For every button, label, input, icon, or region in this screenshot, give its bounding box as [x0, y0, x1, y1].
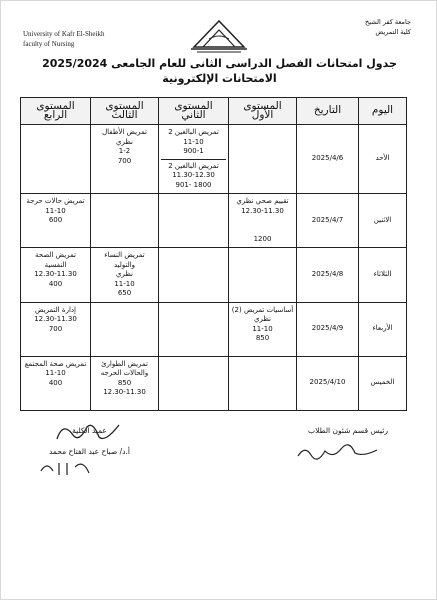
dean-title: عميد الكلية	[72, 426, 107, 435]
exam-entry	[93, 358, 156, 400]
exam-cell-level2	[159, 125, 229, 194]
exam-schedule-table	[20, 97, 407, 411]
exam-entry-line: نظري	[115, 270, 134, 278]
date-cell: 2025/4/8	[297, 248, 359, 303]
header-ar-line: جامعة كفر الشيخ	[365, 18, 411, 26]
exam-entry-line: 11-10	[183, 137, 204, 146]
exam-cell-content	[93, 126, 156, 192]
exam-entry-line: تمريض البالغين 2	[168, 161, 219, 170]
exam-entry-line: 11-10	[45, 369, 66, 377]
exam-entry	[93, 249, 156, 301]
exam-entry-line: 1800 -901	[175, 180, 212, 189]
table-row	[21, 194, 407, 248]
exam-entry-line: تمريض الصحة النفسية	[34, 251, 77, 269]
handwritten-signature-icon	[293, 441, 383, 463]
exam-cell-level2	[159, 194, 229, 248]
exam-cell-content	[231, 358, 294, 409]
document-subtitle: الامتحانات الإلكترونية	[162, 72, 277, 85]
header-level-3: المستوى الثالث	[91, 98, 159, 125]
exam-cell-level4	[21, 125, 91, 194]
exam-entry-line: والحالات الحرجه	[100, 369, 149, 377]
university-header-arabic	[365, 17, 411, 37]
exam-entry-line: 1-2	[118, 147, 131, 155]
exam-entry-line: 12.30-11.30	[103, 388, 146, 396]
exam-cell-content	[231, 304, 294, 355]
exam-entry-line: نظري	[253, 315, 272, 323]
exam-cell-level4	[21, 248, 91, 303]
exam-entry	[161, 159, 226, 193]
exam-cell-content	[93, 249, 156, 301]
table-row	[21, 302, 407, 356]
exam-entry	[23, 304, 88, 337]
exam-cell-content	[161, 304, 226, 355]
day-cell: الاثنين	[359, 194, 407, 248]
exam-entry-line: 12.30-11.30	[34, 270, 77, 278]
exam-entry	[23, 249, 88, 291]
exam-entry	[231, 195, 294, 218]
exam-entry-line: تمريض النساء والتوليد	[104, 251, 145, 269]
exam-cell-level2	[159, 302, 229, 356]
exam-cell-content	[161, 358, 226, 409]
exam-cell-content	[93, 304, 156, 355]
exam-cell-level3	[91, 125, 159, 194]
exam-entry-line: تمريض الأطفال	[102, 128, 147, 136]
exam-cell-content	[93, 358, 156, 409]
exam-entry-line: تمريض حالات حرجة	[26, 197, 85, 205]
header-en-line: University of Kafr El-Sheikh	[23, 30, 105, 38]
header-ar-line: كلية التمريض	[375, 28, 411, 36]
handwritten-date-icon	[37, 457, 97, 479]
exam-entry-line: 850	[255, 334, 270, 342]
exam-entry-line: 400	[48, 378, 63, 387]
dean-name: أ.د/ صباح عبد الفتاح محمد	[49, 447, 130, 456]
date-cell: 2025/4/7	[297, 194, 359, 248]
header-level-1: المستوى الأول	[229, 98, 297, 125]
day-cell: الأربعاء	[359, 302, 407, 356]
exam-entry-line: 700	[117, 156, 132, 165]
exam-entry-line: 650	[117, 289, 132, 297]
exam-cell-content	[231, 249, 294, 301]
exam-cell-content	[161, 249, 226, 301]
exam-cell-level4	[21, 194, 91, 248]
exam-entry-line: 700	[48, 324, 63, 333]
exam-entry-line: 11-10	[252, 324, 273, 333]
header-en-line: faculty of Nursing	[23, 40, 75, 48]
exam-entry-line: 11.30-12.30	[172, 171, 215, 179]
exam-cell-level1	[229, 248, 297, 303]
exam-entry-line: نظري	[115, 137, 134, 146]
day-cell: الخميس	[359, 356, 407, 410]
exam-cell-level1	[229, 125, 297, 194]
header-day: اليوم	[359, 98, 407, 125]
exam-entry	[231, 304, 294, 346]
exam-entry-line: 11-10	[45, 206, 66, 215]
date-cell: 2025/4/10	[297, 356, 359, 410]
exam-cell-content	[23, 358, 88, 409]
exam-entry-line: إدارة التمريض	[35, 305, 76, 314]
table-row	[21, 125, 407, 194]
exam-entry	[93, 126, 156, 168]
day-cell: الأحد	[359, 125, 407, 194]
exam-entry-line: 12.30-11.30	[241, 206, 284, 215]
exam-cell-level1	[229, 356, 297, 410]
day-cell: الثلاثاء	[359, 248, 407, 303]
exam-cell-level3	[91, 194, 159, 248]
exam-entry	[161, 126, 226, 159]
exam-entry-line: 12.30-11.30	[34, 315, 77, 323]
exam-cell-content	[23, 249, 88, 301]
exam-entry-line: 850	[117, 378, 132, 387]
exam-cell-content	[161, 195, 226, 246]
exam-entry-line: 600	[48, 216, 63, 224]
university-logo-icon	[189, 15, 249, 55]
exam-cell-level3	[91, 356, 159, 410]
exam-cell-content	[231, 195, 294, 246]
exam-entry-line: تمريض الطوارئ	[101, 359, 148, 368]
exam-cell-content	[231, 126, 294, 192]
table-row	[21, 248, 407, 303]
exam-entry-count: 1200	[253, 234, 272, 243]
university-header-english	[23, 29, 104, 49]
student-affairs-signature-block	[308, 426, 388, 435]
exam-cell-level1	[229, 194, 297, 248]
exam-entry	[23, 358, 88, 391]
exam-cell-content	[161, 126, 226, 192]
exam-entry-line: أساسيات تمريض (2)	[231, 305, 294, 314]
dean-signature-scribble-icon	[53, 419, 123, 445]
exam-cell-content	[23, 304, 88, 355]
header-date: التاريخ	[297, 98, 359, 125]
exam-entry	[23, 195, 88, 228]
exam-entry-line: 900-1	[183, 147, 204, 155]
exam-cell-level2	[159, 248, 229, 303]
exam-cell-level2	[159, 356, 229, 410]
exam-entry-line: تمريض البالغين 2	[168, 128, 219, 136]
exam-cell-level3	[91, 302, 159, 356]
exam-cell-level3	[91, 248, 159, 303]
exam-entry-line: 11-10	[114, 279, 135, 288]
exam-entry-line: 400	[48, 279, 63, 288]
exam-cell-content	[23, 195, 88, 246]
exam-cell-level4	[21, 302, 91, 356]
header-level-2: المستوى الثاني	[159, 98, 229, 125]
exam-cell-level4	[21, 356, 91, 410]
date-cell: 2025/4/6	[297, 125, 359, 194]
student-affairs-title: رئيس قسم شئون الطلاب	[308, 426, 388, 435]
exam-cell-content	[23, 126, 88, 192]
exam-entry-line: تقييم صحي نظري	[236, 197, 289, 205]
date-cell: 2025/4/9	[297, 302, 359, 356]
exam-cell-level1	[229, 302, 297, 356]
header-level-4: المستوى الرابع	[21, 98, 91, 125]
table-header-row	[21, 98, 407, 125]
exam-cell-content	[93, 195, 156, 246]
table-row	[21, 356, 407, 410]
document-title: جدول امتحانات الفصل الدراسى الثانى للعام الجامعى 2025/2024	[42, 57, 397, 70]
exam-entry-line: تمريض صحة المجتمع	[24, 359, 87, 368]
